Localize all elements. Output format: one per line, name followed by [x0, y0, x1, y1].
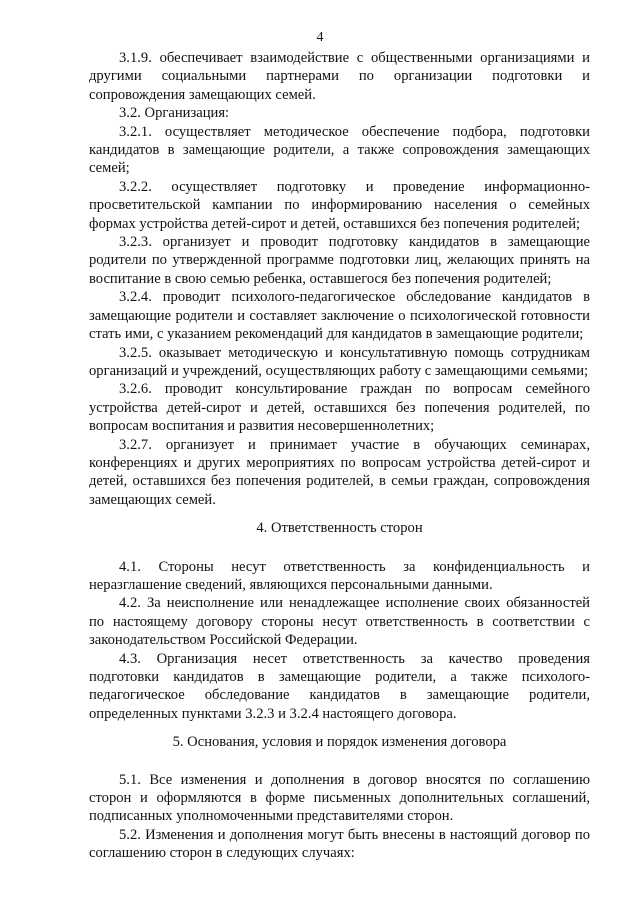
- paragraph-3-2-5: 3.2.5. оказывает методическую и консультативную помощь сотрудникам организаций и учреждений, осуществляющих работу с замещающими семьями;: [89, 344, 590, 379]
- section-heading-4: 4. Ответственность сторон: [256, 520, 423, 537]
- paragraph-3-2-4: 3.2.4. проводит психолого-педагогическое обследование кандидатов в замещающие родители и составляет заключение о психологической готовности стать ими, с указанием рекомендаций для кандидатов в замещающие родители;: [89, 289, 590, 343]
- paragraph-3-2: 3.2. Организация:: [119, 105, 230, 122]
- paragraph-3-2-6: 3.2.6. проводит консультирование граждан по вопросам семейного устройства детей-сирот и детей, оставшихся без попечения родителей, по вопросам воспитания и развития несовершеннолетних;: [89, 381, 590, 435]
- document-body: [89, 49, 590, 863]
- paragraph-3-2-3: 3.2.3. организует и проводит подготовку кандидатов в замещающие родители по утвержденной программе подготовки лиц, желающих принять на воспитание в свою семью ребенка, оставшегося без попечения родителей;: [89, 234, 590, 287]
- page-number: 4: [316, 30, 324, 45]
- paragraph-5-1: 5.1. Все изменения и дополнения в договор вносятся по соглашению сторон и оформляются в форме письменных дополнительных соглашений, подписанных уполномоченными представителями сторон.: [89, 771, 590, 825]
- paragraph-3-2-7: 3.2.7. организует и принимает участие в обучающих семинарах, конференциях и других мероприятиях по вопросам устройства детей-сирот и детей, оставшихся без попечения родителей, в семьи граждан, сопровождения замещающих семей.: [89, 436, 590, 508]
- paragraph-3-2-2: 3.2.2. осуществляет подготовку и проведение информационно-просветительской кампании по информированию населения о семейных формах устройства детей-сирот и детей, оставшихся без попечения родителей;: [89, 178, 590, 232]
- paragraph-4-3: 4.3. Организация несет ответственность за качество проведения подготовки кандидатов в замещающие родители, а также психолого-педагогическое обследование кандидатов в замещающие родители, определенных пунктами 3.2.3 и 3.2.4 настоящего договора.: [89, 650, 590, 722]
- paragraph-4-2: 4.2. За неисполнение или ненадлежащее исполнение своих обязанностей по настоящему договору стороны несут ответственность в соответствии с законодательством Российской Федерации.: [89, 595, 590, 649]
- section-heading-5: 5. Основания, условия и порядок изменения договора: [172, 734, 507, 751]
- paragraph-3-2-1: 3.2.1. осуществляет методическое обеспечение подбора, подготовки кандидатов в замещающие родители, а также сопровождения замещающих семей;: [89, 123, 590, 177]
- paragraph-3-1-9: 3.1.9. обеспечивает взаимодействие с общественными организациями и другими социальными партнерами по организации подготовки и сопровождения замещающих семей.: [89, 50, 590, 103]
- paragraph-4-1: 4.1. Стороны несут ответственность за конфиденциальность и неразглашение сведений, являющихся персональными данными.: [89, 558, 590, 593]
- paragraph-5-2: 5.2. Изменения и дополнения могут быть внесены в настоящий договор по соглашению сторон в следующих случаях:: [89, 826, 590, 862]
